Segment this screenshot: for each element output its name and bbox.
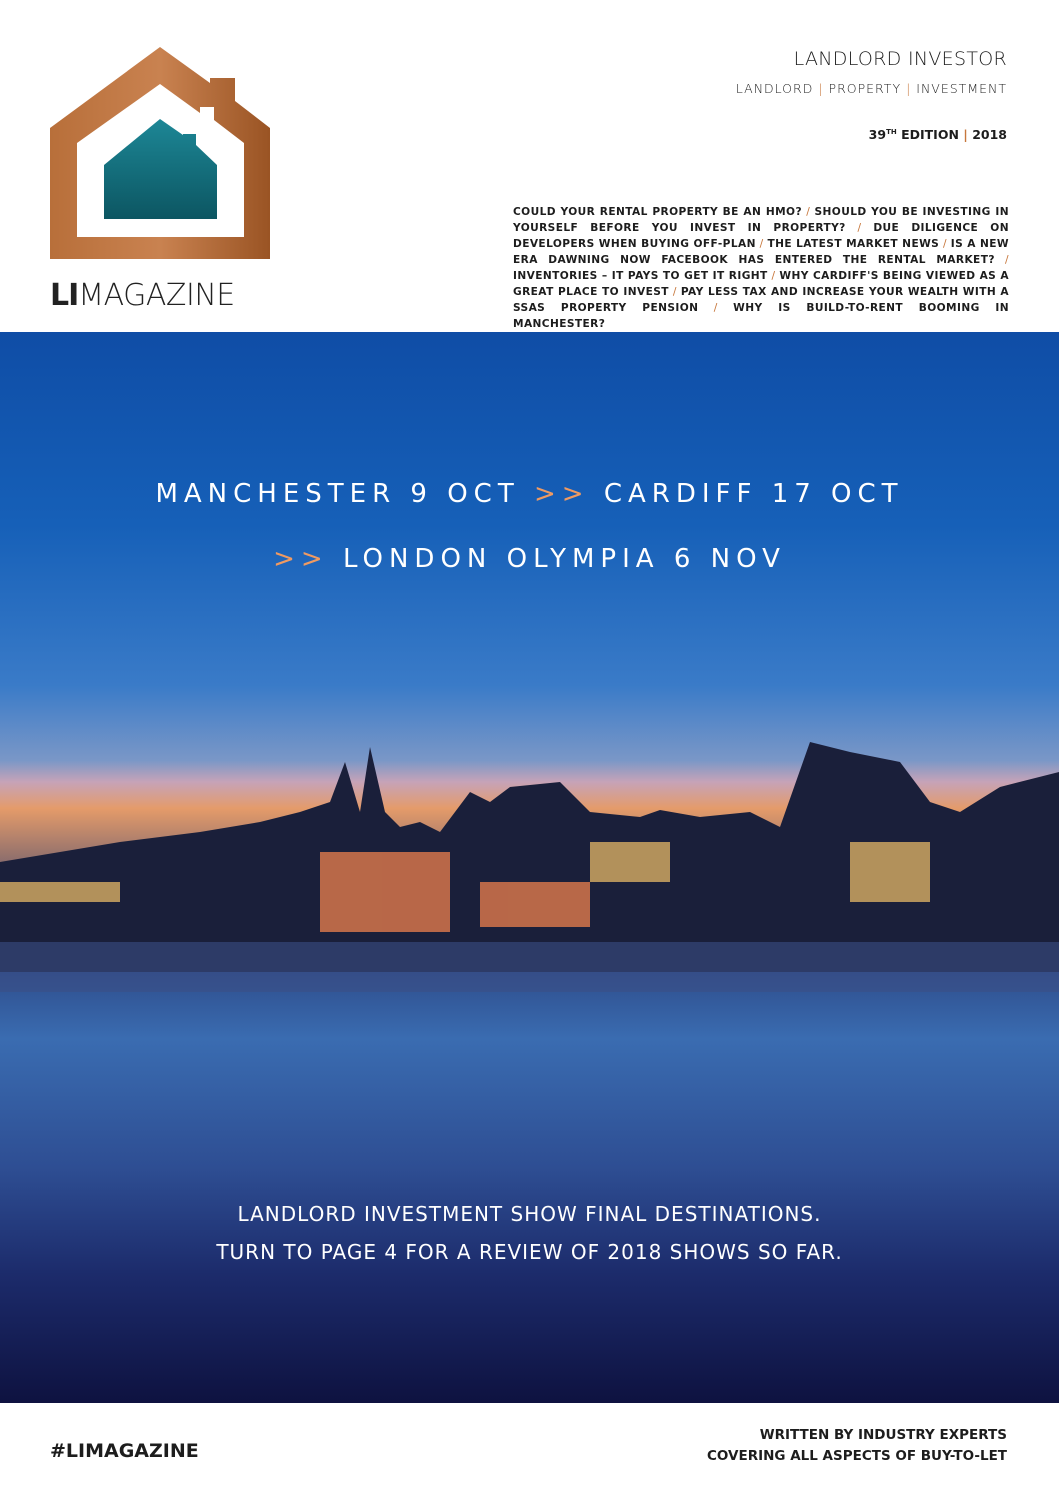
cover-lines <box>513 204 1009 332</box>
tagline-item: LANDLORD <box>735 81 814 96</box>
city-skyline-photo <box>0 332 1059 1403</box>
cover-line-item: INVENTORIES – IT PAYS TO GET IT RIGHT <box>513 270 768 282</box>
footer-tagline <box>707 1425 1007 1467</box>
hashtag: #LIMAGAZINE <box>50 1440 199 1462</box>
edition <box>869 127 1007 142</box>
slash-separator: / <box>668 286 681 298</box>
slash-separator: / <box>802 206 815 218</box>
logo-wordmark <box>50 278 235 313</box>
slash-separator: / <box>698 302 734 314</box>
slash-separator: / <box>755 238 768 250</box>
event-cardiff: CARDIFF 17 OCT <box>603 479 904 509</box>
caption-2: TURN TO PAGE 4 FOR A REVIEW OF 2018 SHOWS SO FAR. <box>216 1240 843 1264</box>
event-manchester: MANCHESTER 9 OCT <box>155 479 520 509</box>
cover-line-item: DUE DILIGENCE ON DEVELOPERS WHEN BUYING OFF-PLAN <box>513 222 1009 250</box>
cover-line-item: WHY IS BUILD-TO-RENT BOOMING IN MANCHESTER? <box>513 302 1009 330</box>
slash-separator: / <box>767 270 780 282</box>
tagline-item: INVESTMENT <box>916 81 1007 96</box>
cover-line-item: COULD YOUR RENTAL PROPERTY BE AN HMO? <box>513 206 802 218</box>
footer-line: WRITTEN BY INDUSTRY EXPERTS <box>759 1427 1007 1443</box>
caption-1: LANDLORD INVESTMENT SHOW FINAL DESTINATIONS. <box>237 1202 822 1226</box>
cover-line-item: WHY CARDIFF'S BEING VIEWED AS A GREAT PLACE TO INVEST <box>513 270 1009 298</box>
arrow-separator: >> <box>533 479 590 509</box>
slash-separator: / <box>994 254 1009 266</box>
magazine-title: LANDLORD INVESTOR <box>793 48 1007 70</box>
logo-light: MAGAZINE <box>78 278 235 313</box>
edition-number: 39 <box>868 127 887 142</box>
cover-line-item: PAY LESS TAX AND INCREASE YOUR WEALTH WITH A SSAS PROPERTY PENSION <box>513 286 1009 314</box>
cover-line-item: IS A NEW ERA DAWNING NOW FACEBOOK HAS ENTERED THE RENTAL MARKET? <box>513 238 1010 266</box>
arrow-separator: >> <box>273 544 329 574</box>
separator: | <box>963 127 968 142</box>
event-line-1 <box>0 479 1059 509</box>
footer-line: COVERING ALL ASPECTS OF BUY-TO-LET <box>707 1448 1007 1464</box>
event-line-2 <box>0 544 1059 574</box>
tagline <box>736 81 1007 96</box>
edition-year: 2018 <box>972 127 1007 142</box>
slash-separator: / <box>939 238 951 250</box>
tagline-item: PROPERTY <box>828 81 902 96</box>
separator: | <box>818 81 824 96</box>
event-london: LONDON OLYMPIA 6 NOV <box>342 544 786 574</box>
cover-line-item: SHOULD YOU BE INVESTING IN YOURSELF BEFORE YOU INVEST IN PROPERTY? <box>513 206 1009 234</box>
logo-bold: LI <box>50 278 79 313</box>
slash-separator: / <box>845 222 874 234</box>
separator: | <box>906 81 912 96</box>
edition-suffix: TH <box>886 127 897 136</box>
cover-line-item: THE LATEST MARKET NEWS <box>767 238 940 250</box>
skyline-illustration <box>0 732 1059 992</box>
edition-label: EDITION <box>896 127 964 142</box>
